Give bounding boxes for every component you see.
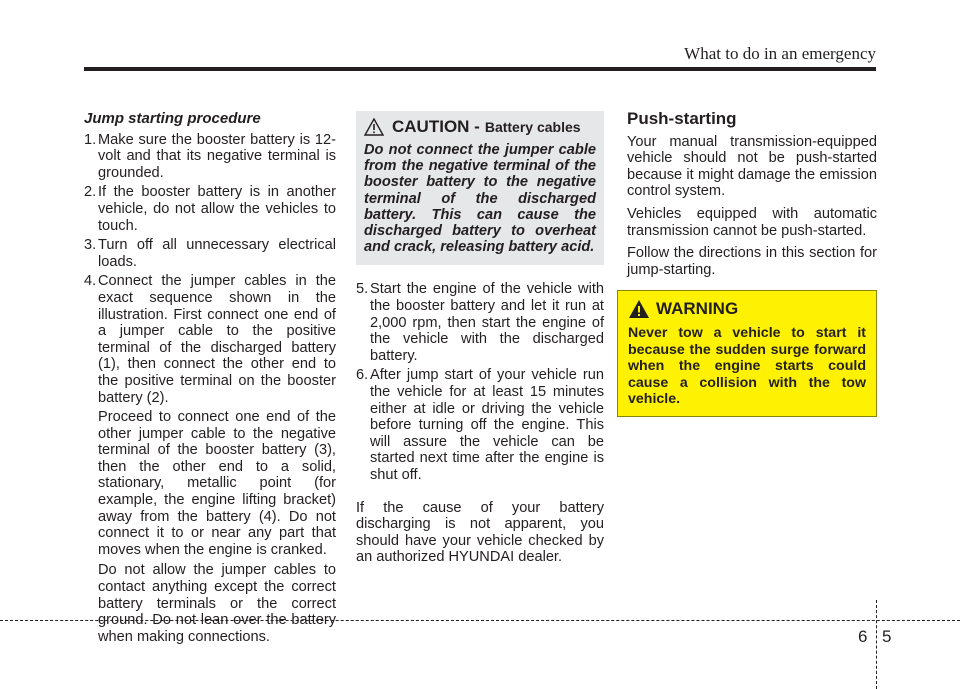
- step-text: Make sure the booster battery is 12-volt and that its negative terminal is grounded.: [98, 131, 336, 181]
- list-item: [84, 273, 336, 406]
- step-text: Connect the jumper cables in the exact sequence shown in the illustration. First connect one end of a jumper cable to the positive terminal of the discharged battery (1), then connect the other end to the positive terminal on the booster battery (2).: [98, 273, 336, 406]
- push-start-paragraph: Your manual transmission-equipped vehicle should not be push-started because it might damage the emission control system.: [627, 133, 877, 200]
- step-number: 5.: [356, 281, 369, 298]
- caution-text: Do not connect the jumper cable from the negative terminal of the booster battery to the negative terminal of the discharged battery. This can cause the discharged battery to overheat and crack, releasing battery acid.: [364, 142, 596, 256]
- step-number: 2.: [84, 184, 97, 201]
- caution-box: [356, 111, 604, 265]
- step-number: 3.: [84, 237, 97, 254]
- warning-label: WARNING: [656, 299, 739, 318]
- warning-box: [617, 290, 877, 417]
- step-number: 4.: [84, 273, 97, 290]
- middle-column: [356, 111, 604, 572]
- footer-rule: [0, 620, 960, 621]
- dealer-paragraph: If the cause of your battery discharging is not apparent, you should have your vehicle checked by an authorized HYUNDAI dealer.: [356, 499, 604, 566]
- footer-divider: [876, 600, 877, 689]
- caution-header: [364, 118, 596, 136]
- left-column: [84, 111, 336, 649]
- step-number: 6.: [356, 367, 369, 384]
- cable-contact-paragraph: Do not allow the jumper cables to contact anything except the correct battery terminals or the correct ground. Do not lean over the battery when making connections.: [98, 562, 336, 645]
- step-text: Start the engine of the vehicle with the booster battery and let it run at 2,000 rpm, then start the engine of the vehicle with the discharged battery.: [370, 281, 604, 364]
- automatic-paragraph: Vehicles equipped with automatic transmission cannot be push-started.: [627, 205, 877, 239]
- start-steps-list: [356, 281, 604, 483]
- warning-text: Never tow a vehicle to start it because the sudden surge forward when the engine starts could cause a collision with the tow vehicle.: [628, 325, 866, 408]
- chapter-number: 6: [858, 627, 868, 646]
- list-item: [84, 184, 336, 234]
- jump-steps-list: [84, 132, 336, 407]
- list-item: [356, 367, 604, 483]
- warning-triangle-icon: [628, 299, 650, 319]
- page-number: 5: [882, 627, 892, 646]
- step-text: Turn off all unnecessary electrical loads.: [98, 237, 336, 270]
- caution-topic: Battery cables: [484, 118, 581, 135]
- list-item: [356, 281, 604, 364]
- push-starting-heading: Push-starting: [627, 109, 737, 128]
- step-text: If the booster battery is in another vehicle, do not allow the vehicles to touch.: [98, 184, 336, 234]
- warning-header: [628, 299, 866, 319]
- header-rule: [84, 67, 876, 71]
- step-text: After jump start of your vehicle run the vehicle for at least 15 minutes either at idle or driving the vehicle before turning off the engine. This will assure the vehicle can be started next time after the engine is shut off.: [370, 367, 604, 483]
- caution-label: CAUTION -: [392, 116, 480, 136]
- negative-cable-paragraph: Proceed to connect one end of the other jumper cable to the negative terminal of the booster battery (3), then the other end to a solid, stationary, metallic point (for example, the engine lifting bracket) away from the battery (4). Do not connect it to or near any part that moves when the engine is cranked.: [98, 409, 336, 558]
- section-title: What to do in an emergency: [684, 44, 876, 63]
- list-item: [84, 132, 336, 182]
- list-item: [84, 237, 336, 270]
- right-column: [627, 111, 877, 284]
- jump-starting-heading: Jump starting procedure: [84, 110, 261, 127]
- warning-triangle-icon: [364, 118, 384, 136]
- step-number: 1.: [84, 131, 97, 148]
- directions-paragraph: Follow the directions in this section for jump-starting.: [627, 245, 877, 278]
